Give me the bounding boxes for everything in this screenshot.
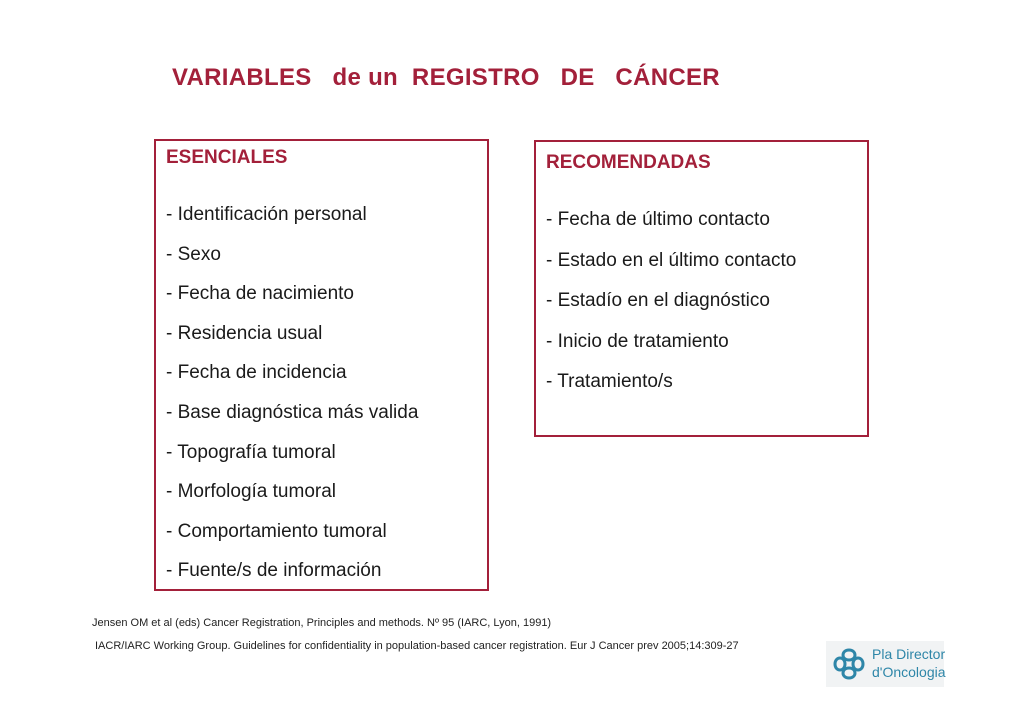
pla-director-logo: [826, 641, 944, 687]
list-item: - Residencia usual: [166, 322, 323, 344]
list-item: - Identificación personal: [166, 204, 367, 225]
logo-line-2: d'Oncologia: [872, 664, 946, 680]
list-item: - Fuente/s de información: [166, 560, 382, 582]
list-item: - Estadío en el diagnóstico: [546, 290, 770, 311]
recomendadas-box: [534, 140, 869, 437]
list-item: - Fecha de último contacto: [546, 209, 770, 230]
esenciales-heading: ESENCIALES: [166, 147, 288, 168]
logo-line-1: Pla Director: [872, 646, 946, 662]
list-item: - Fecha de nacimiento: [166, 283, 354, 305]
recomendadas-heading: RECOMENDADAS: [546, 152, 711, 173]
esenciales-list: [166, 204, 418, 600]
list-item: - Estado en el último contacto: [546, 249, 797, 271]
list-item: - Comportamiento tumoral: [166, 520, 387, 542]
list-item: - Fecha de incidencia: [166, 362, 347, 384]
recomendadas-list: [546, 209, 796, 412]
list-item: - Sexo: [166, 243, 221, 265]
knot-logo-icon: [830, 645, 868, 683]
reference-iacr: IACR/IARC Working Group. Guidelines for confidentiality in population-based cancer registration. Eur J Cancer prev 2005;14:309-27: [95, 640, 739, 652]
list-item: - Topografía tumoral: [166, 441, 336, 463]
logo-text: [872, 645, 946, 681]
list-item: - Base diagnóstica más valida: [166, 401, 419, 423]
reference-jensen: Jensen OM et al (eds) Cancer Registration, Principles and methods. Nº 95 (IARC, Lyon, 1991): [92, 617, 552, 629]
page-title: VARIABLES de un REGISTRO DE CÁNCER: [172, 64, 720, 91]
list-item: - Morfología tumoral: [166, 481, 337, 503]
esenciales-box: [154, 139, 489, 591]
list-item: - Tratamiento/s: [546, 371, 673, 392]
list-item: - Inicio de tratamiento: [546, 330, 729, 352]
